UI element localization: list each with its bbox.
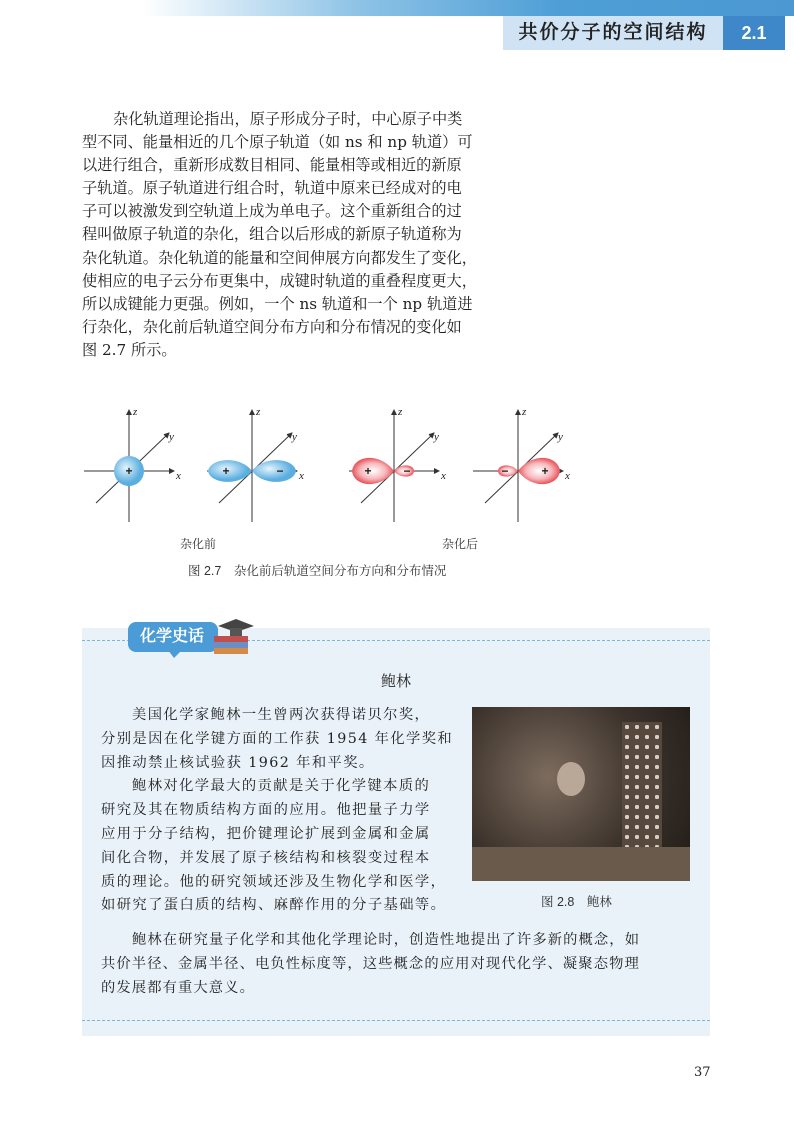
text-line: 使相应的电子云分布更集中，成键时轨道的重叠程度更大，	[82, 271, 477, 290]
history-text	[101, 704, 453, 918]
text-line: 子轨道。原子轨道进行组合时，轨道中原来已经成对的电	[82, 179, 462, 198]
text-line: 共价半径、金属半径、电负性标度等，这些概念的应用对现代化学、凝聚态物理	[101, 955, 640, 972]
text-line: 质的理论。他的研究领域还涉及生物化学和医学，	[101, 873, 447, 890]
text-line: 行杂化，杂化前后轨道空间分布方向和分布情况的变化如	[82, 317, 462, 336]
y-axis-label: y	[292, 431, 297, 443]
plus-sign: +	[364, 464, 372, 478]
z-axis-label: z	[256, 406, 261, 418]
plus-sign: +	[222, 464, 230, 478]
x-axis-label: x	[441, 470, 446, 482]
text-line: 所以成键能力更强。例如，一个 ns 轨道和一个 np 轨道进	[82, 294, 473, 313]
p-orbital-lobe-minus	[252, 460, 296, 482]
section-title: 共价分子的空间结构	[503, 16, 723, 50]
pauling-photo	[472, 707, 690, 881]
y-axis-label: y	[169, 431, 174, 443]
z-axis-label: z	[522, 406, 527, 418]
p-orbital-lobe-plus	[208, 460, 252, 482]
z-axis-label: z	[133, 406, 138, 418]
sp-orbital-large-lobe	[352, 458, 394, 484]
plus-sign: +	[541, 464, 549, 478]
divider	[82, 1020, 710, 1021]
text-line: 以进行组合，重新形成数目相同、能量相等或相近的新原	[82, 156, 462, 175]
history-text-continued	[101, 929, 640, 1000]
header-bar	[0, 0, 794, 16]
y-axis-label: y	[558, 431, 563, 443]
text-line: 如研究了蛋白质的结构、麻醉作用的分子基础等。	[101, 897, 447, 914]
orbital-diagram	[80, 400, 580, 530]
text-line: 分别是因在化学键方面的工作获 1954 年化学奖和	[101, 730, 454, 747]
text-line: 研究及其在物质结构方面的应用。他把量子力学	[101, 802, 431, 819]
text-line: 杂化轨道理论指出，原子形成分子时，中心原子中类	[113, 110, 463, 128]
z-axis-label: z	[398, 406, 403, 418]
text-line: 鲍林对化学最大的贡献是关于化学键本质的	[132, 778, 431, 795]
text-line: 间化合物，并发展了原子核结构和核裂变过程本	[101, 849, 431, 866]
x-axis-label: x	[299, 470, 304, 482]
text-line: 程叫做原子轨道的杂化，组合以后形成的新原子轨道称为	[82, 225, 462, 244]
y-axis-label: y	[434, 431, 439, 443]
section-number: 2.1	[723, 16, 785, 50]
sp-orbital-large-lobe	[518, 458, 560, 484]
text-line: 鲍林在研究量子化学和其他化学理论时，创造性地提出了许多新的概念，如	[132, 932, 641, 948]
history-title: 鲍林	[380, 673, 411, 690]
history-tag: 化学史话	[128, 622, 218, 652]
books-graduation-cap-icon	[208, 614, 258, 658]
text-line: 因推动禁止核试验获 1962 年和平奖。	[101, 754, 375, 771]
x-axis-label: x	[176, 470, 181, 482]
minus-sign: −	[403, 464, 411, 478]
figure-2-7-caption: 图 2.7 杂化前后轨道空间分布方向和分布情况	[188, 564, 447, 578]
page-number: 37	[694, 1065, 711, 1080]
text-line: 杂化轨道。杂化轨道的能量和空间伸展方向都发生了变化，	[82, 248, 477, 267]
text-line: 子可以被激发到空轨道上成为单电子。这个重新组合的过	[82, 202, 462, 221]
label-after-hybridization: 杂化后	[442, 537, 479, 551]
text-line: 美国化学家鲍林一生曾两次获得诺贝尔奖，	[132, 707, 431, 723]
plus-sign: +	[125, 464, 133, 478]
minus-sign: −	[276, 464, 284, 478]
figure-2-8-caption: 图 2.8 鲍林	[541, 895, 612, 909]
body-paragraph	[82, 108, 512, 362]
text-line: 型不同、能量相近的几个原子轨道（如 ns 和 np 轨道）可	[82, 133, 473, 152]
minus-sign: −	[501, 464, 509, 478]
text-line: 图 2.7 所示。	[82, 340, 177, 359]
x-axis-label: x	[565, 470, 570, 482]
label-before-hybridization: 杂化前	[180, 537, 217, 551]
text-line: 的发展都有重大意义。	[101, 979, 255, 996]
text-line: 应用于分子结构，把价键理论扩展到金属和金属	[101, 825, 431, 842]
